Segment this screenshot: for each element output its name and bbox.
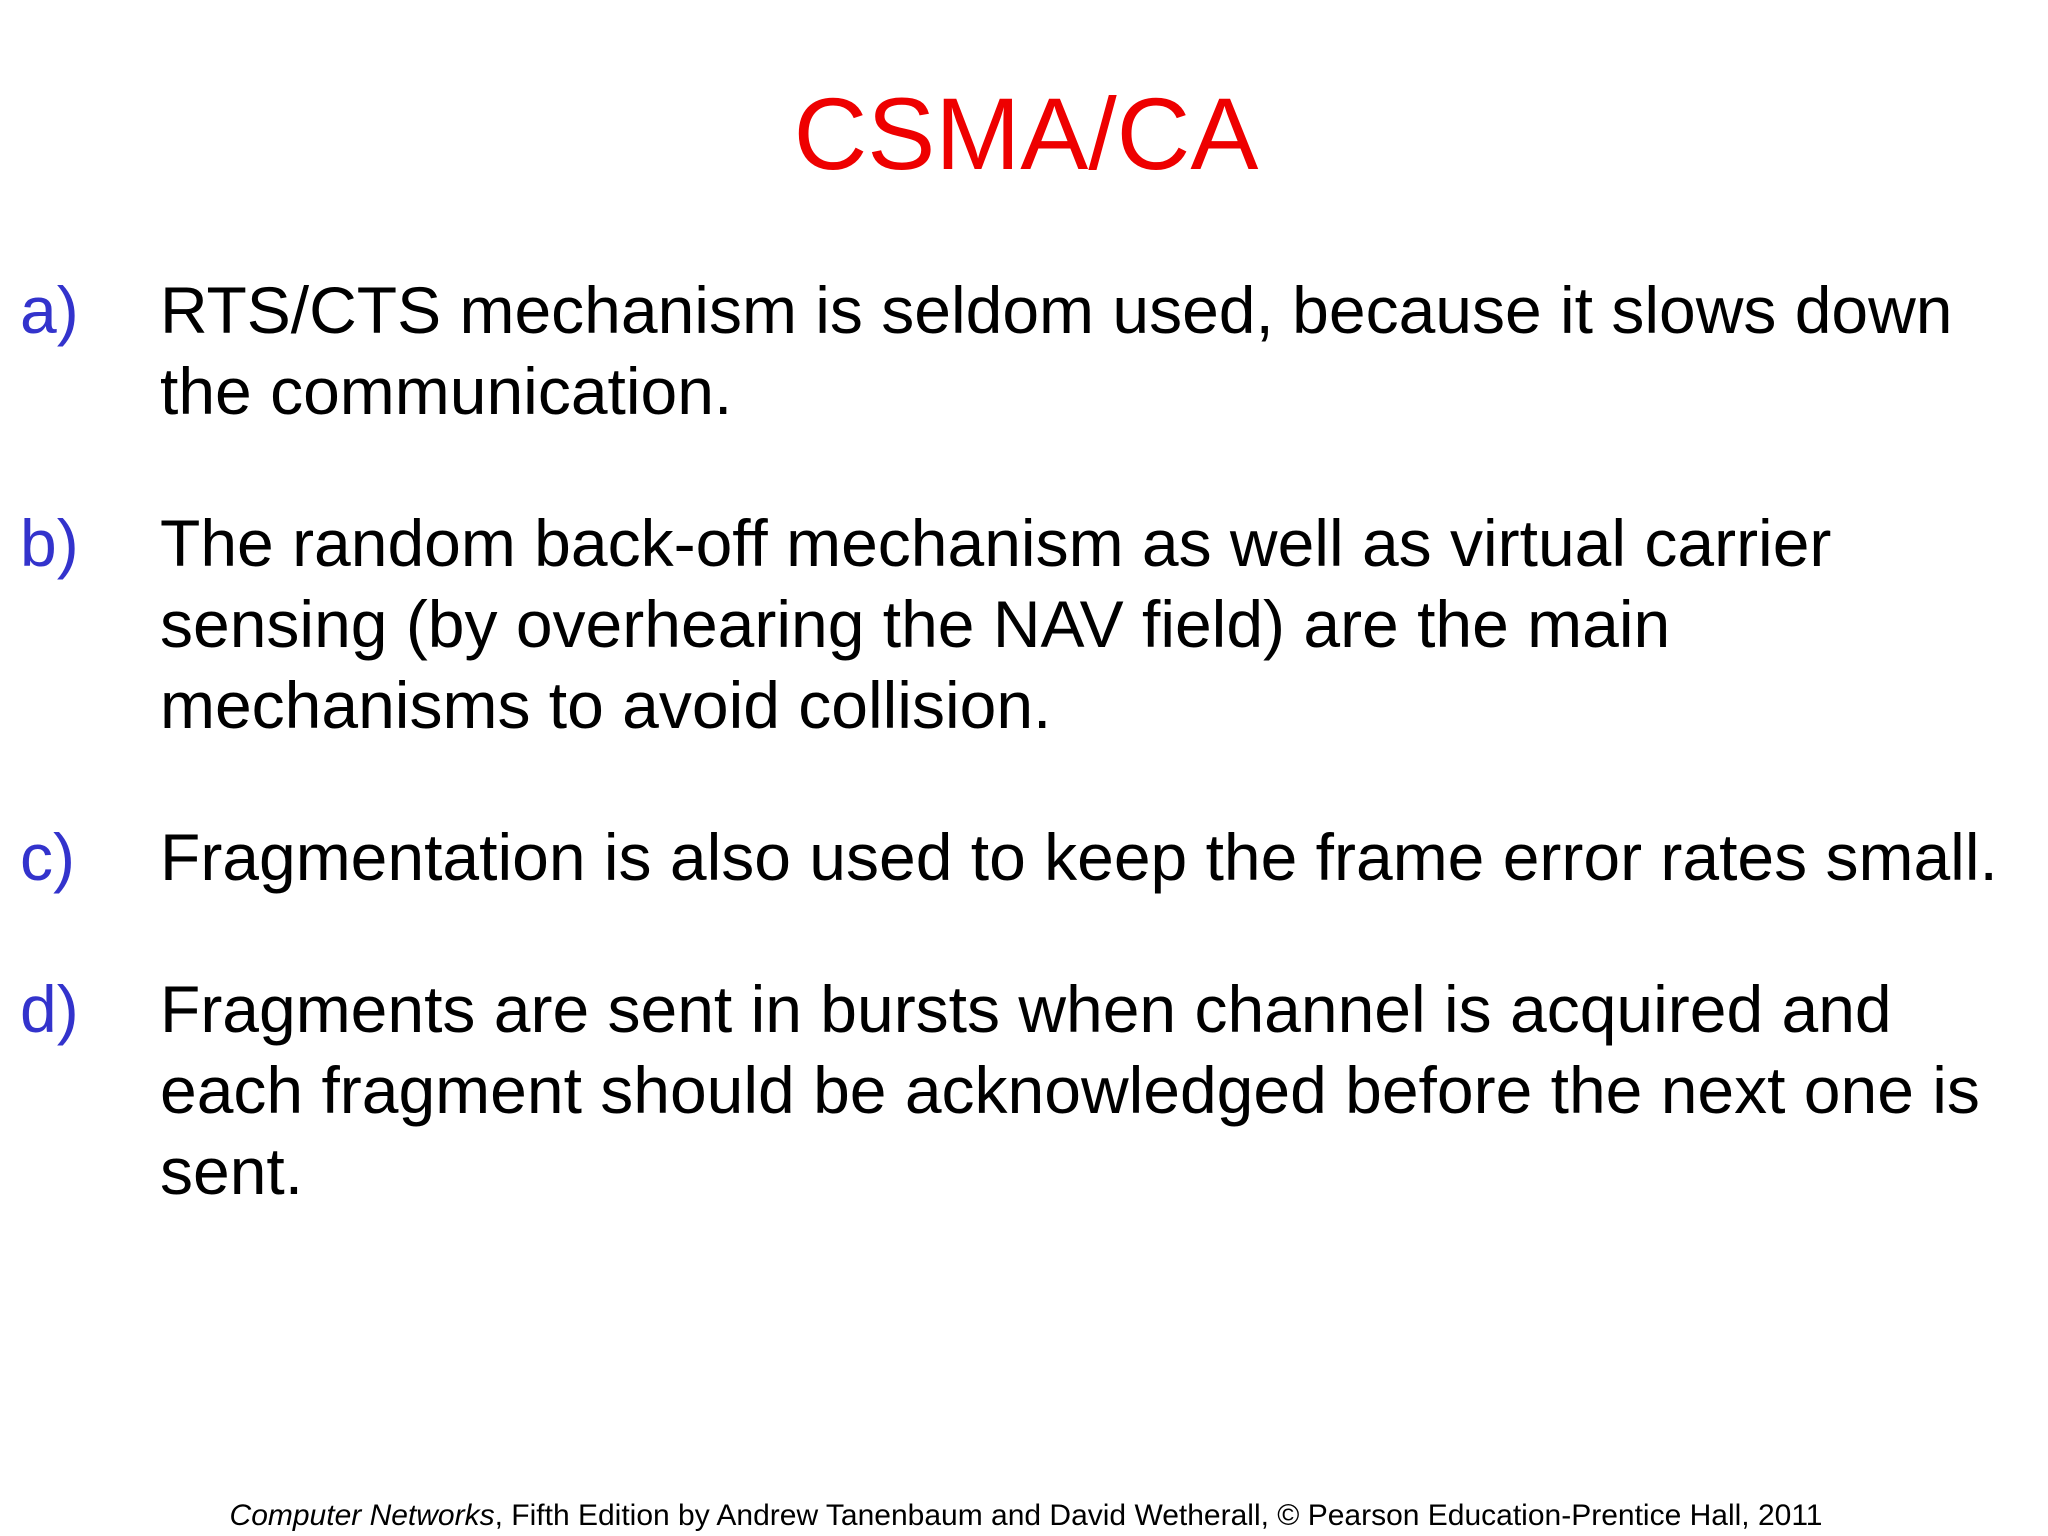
item-text: RTS/CTS mechanism is seldom used, because it slows down the communication. [160,273,1953,428]
item-marker: b) [20,506,79,580]
item-text: Fragmentation is also used to keep the frame error rates small. [160,820,1998,894]
list-item-d [20,969,2030,1212]
item-marker: a) [20,273,79,347]
footer-citation-rest: , Fifth Edition by Andrew Tanenbaum and David Wetherall, © Pearson Education-Prentice Hall, 2011 [494,1499,1823,1532]
list-item-a [20,270,2030,432]
item-text: Fragments are sent in bursts when channel is acquired and each fragment should be acknowledged before the next one is sent. [160,972,1980,1208]
list-item-c [20,817,2030,898]
list-item-b [20,503,2030,746]
footer-book-title: Computer Networks [229,1499,495,1532]
footer-citation [0,1498,2048,1534]
bullet-list [20,270,2030,1212]
item-marker: c) [20,820,75,894]
slide-title: CSMA/CA [793,77,1259,191]
item-text: The random back-off mechanism as well as virtual carrier sensing (by overhearing the NAV field) are the main mechanisms to avoid collision. [160,506,1832,742]
item-marker: d) [20,972,79,1046]
